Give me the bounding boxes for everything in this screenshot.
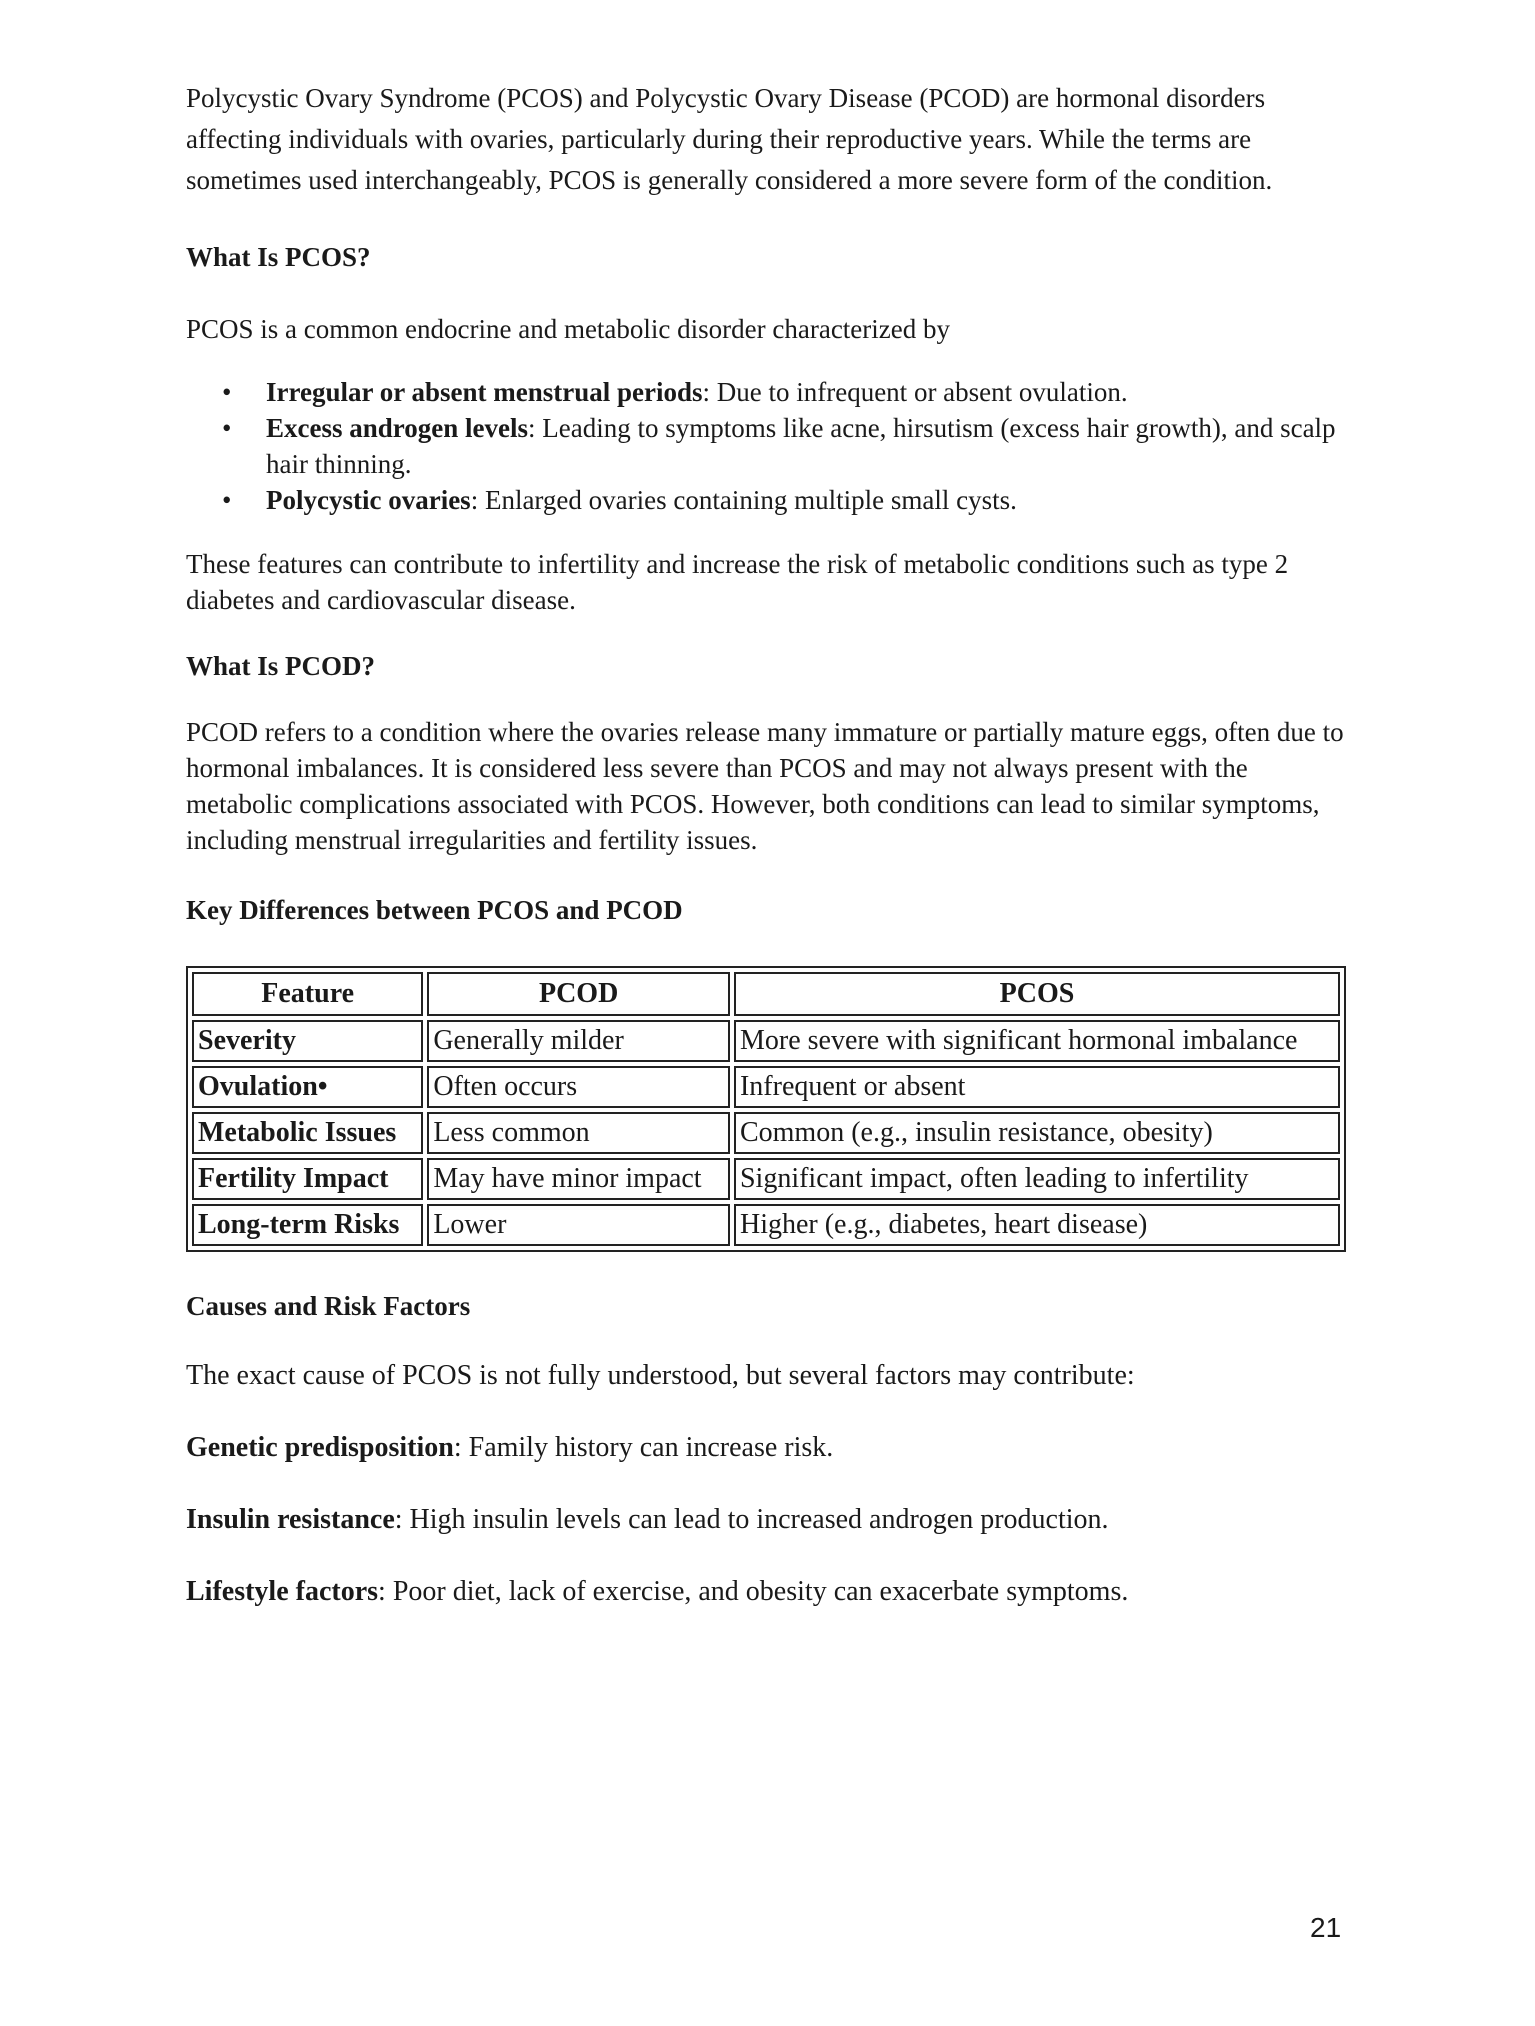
cause-text: : Family history can increase risk. (453, 1432, 834, 1463)
bullet-icon: • (222, 377, 232, 407)
table-cell-pcos: Infrequent or absent (734, 1066, 1340, 1108)
cause-term: Lifestyle factors (186, 1576, 379, 1607)
cause-term: Genetic predisposition (186, 1432, 454, 1463)
cause-text: : Poor diet, lack of exercise, and obesity can exacerbate symptoms. (378, 1576, 1129, 1607)
table-row (192, 1158, 1340, 1200)
table-cell-feature: Fertility Impact (192, 1158, 423, 1200)
table-row (192, 1066, 1340, 1108)
table-cell-pcos: Common (e.g., insulin resistance, obesity) (734, 1112, 1340, 1154)
pcos-symptom-list (186, 374, 1346, 518)
pcod-paragraph: PCOD refers to a condition where the ovaries release many immature or partially mature eggs, often due to hormonal imbalances. It is considered less severe than PCOS and may not always present with the metabolic complications associated with PCOS. However, both conditions can lead to similar symptoms, including menstrual irregularities and fertility issues. (186, 717, 1344, 855)
table-cell-feature: Severity (192, 1020, 423, 1062)
list-item-term: Irregular or absent menstrual periods (266, 377, 703, 407)
page-content (186, 78, 1346, 1644)
pcos-heading: What Is PCOS? (186, 242, 371, 272)
pcos-lead-paragraph: PCOS is a common endocrine and metabolic disorder characterized by (186, 314, 951, 344)
column-header-feature: Feature (192, 972, 423, 1016)
table-row (192, 1204, 1340, 1246)
table-cell-feature: Long-term Risks (192, 1204, 423, 1246)
differences-table (186, 966, 1346, 1252)
bullet-icon: • (222, 485, 232, 515)
list-item-term: Polycystic ovaries (266, 485, 471, 515)
table-cell-pcod: Generally milder (427, 1020, 730, 1062)
table-cell-pcod: Often occurs (427, 1066, 730, 1108)
table-cell-feature: Metabolic Issues (192, 1112, 423, 1154)
pcod-heading: What Is PCOD? (186, 651, 376, 681)
table-cell-pcos: Higher (e.g., diabetes, heart disease) (734, 1204, 1340, 1246)
cause-item (186, 1500, 1346, 1540)
intro-paragraph: Polycystic Ovary Syndrome (PCOS) and Polycystic Ovary Disease (PCOD) are hormonal disorders affecting individuals with ovaries, particularly during their reproductive years. While the terms are sometimes used interchangeably, PCOS is generally considered a more severe form of the condition. (186, 83, 1273, 195)
table-cell-pcos: More severe with significant hormonal imbalance (734, 1020, 1340, 1062)
bullet-icon: • (222, 413, 232, 443)
causes-lead-paragraph: The exact cause of PCOS is not fully understood, but several factors may contribute: (186, 1360, 1135, 1391)
key-differences-heading: Key Differences between PCOS and PCOD (186, 895, 683, 925)
cause-item (186, 1428, 1346, 1468)
list-item (222, 482, 1346, 518)
cause-item (186, 1572, 1346, 1612)
table-cell-pcod: Less common (427, 1112, 730, 1154)
list-item-text: : Due to infrequent or absent ovulation. (702, 377, 1128, 407)
table-cell-pcod: Lower (427, 1204, 730, 1246)
table-cell-feature: Ovulation• (192, 1066, 423, 1108)
table-row (192, 1112, 1340, 1154)
list-item (222, 410, 1346, 482)
cause-text: : High insulin levels can lead to increased androgen production. (394, 1504, 1109, 1535)
table-row (192, 1020, 1340, 1062)
page-number: 21 (1310, 1912, 1342, 1943)
list-item (222, 374, 1346, 410)
list-item-text: : Leading to symptoms like acne, hirsutism (excess hair growth), and scalp hair thinning. (266, 413, 1336, 479)
causes-section (186, 1356, 1346, 1612)
causes-heading: Causes and Risk Factors (186, 1291, 471, 1321)
table-header-row (192, 972, 1340, 1016)
table-cell-pcos: Significant impact, often leading to infertility (734, 1158, 1340, 1200)
cause-term: Insulin resistance (186, 1504, 395, 1535)
list-item-term: Excess androgen levels (266, 413, 528, 443)
column-header-pcod: PCOD (427, 972, 730, 1016)
pcos-features-paragraph: These features can contribute to infertility and increase the risk of metabolic conditions such as type 2 diabetes and cardiovascular disease. (186, 549, 1289, 615)
list-item-text: : Enlarged ovaries containing multiple small cysts. (470, 485, 1017, 515)
table-cell-pcod: May have minor impact (427, 1158, 730, 1200)
column-header-pcos: PCOS (734, 972, 1340, 1016)
